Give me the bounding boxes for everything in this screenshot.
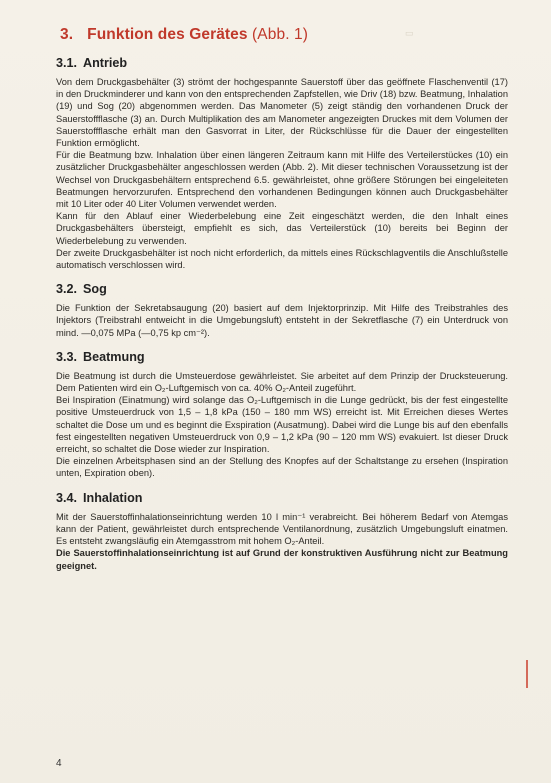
section-number: 3.2. [56,282,78,297]
chapter-number: 3. [60,26,74,43]
section-antrieb [56,56,508,271]
chapter-figure-ref: (Abb. 1) [252,26,308,43]
section-title: Antrieb [83,56,128,70]
warning-paragraph: Die Sauerstoffinhalationseinrichtung ist auf Grund der konstruktiven Ausführung nicht zur Beatmung geeignet. [56,548,508,571]
chapter-title [60,26,508,44]
section-sog [56,282,508,339]
section-heading [56,491,508,505]
chapter-heading: Funktion des Gerätes [87,26,248,43]
section-inhalation [56,491,508,572]
page-content [56,26,508,583]
margin-pen-mark [526,660,528,688]
paragraph: Bei Inspiration (Einatmung) wird solange das O₂-Luftgemisch in die Lunge gedrückt, bis der fest eingestellte positive Umsteuerdruck von 1,5 – 1,8 kPa (150 – 180 mm WS) erreicht ist. Mit Erreichen dieses Wertes schaltet die Dose um und es beginnt die Exspiration (Ausatmung). Dabei wird die Lunge bis auf den ebenfalls fest eingestellten negativen Umsteuerdruck von 0,9 – 1,2 kPa (90 – 120 mm WS) evakuiert. Ist dieser Druck erreicht, so schaltet die Dose wieder zur Inspiration. [56,395,508,455]
section-title: Beatmung [83,349,145,364]
paragraph: Der zweite Druckgasbehälter ist noch nicht erforderlich, da mittels eines Rückschlagventils die Anschlußstelle automatisch verschlossen wird. [56,247,508,271]
section-number: 3.3. [56,349,78,364]
section-title: Sog [83,282,107,297]
section-heading [56,56,508,70]
paragraph: Die einzelnen Arbeitsphasen sind an der Stellung des Knopfes auf der Schaltstange zu ersehen (Inspiration unten, Expiration oben). [56,456,508,479]
paragraph: Die Funktion der Sekretabsaugung (20) basiert auf dem Injektorprinzip. Mit Hilfe des Treibstrahles des Injektors (Treibstrahl entweicht in die Umgebungsluft) entsteht in der Sekretflasche (7) ein Unterdruck von mind. —0,075 MPa (—0,75 kp cm⁻²). [56,303,508,338]
show-through-mark: ▭ [405,28,414,38]
section-heading [56,282,508,296]
section-number: 3.4. [56,490,78,505]
paragraph: Mit der Sauerstoffinhalationseinrichtung werden 10 l min⁻¹ verabreicht. Bei höherem Bedarf von Atemgas kann der Patient, gewährleistet durch entsprechende Ventilanordnung, zusätzlich Umgebungsluft einatmen. Es entsteht zwangsläufig ein Atemgasstrom mit hohem O₂-Anteil. [56,511,508,547]
section-number: 3.1. [56,56,78,70]
paragraph: Für die Beatmung bzw. Inhalation über einen längeren Zeitraum kann mit Hilfe des Verteilerstückes (10) ein zusätzlicher Druckgasbehälter angeschlossen werden (Abb. 2). Mit dieser technischen Voraussetzung ist der Wechsel von Druckgasbehältern entsprechend 6.5. gewährleistet, ohne größere Störungen bei eingeleiteten Beatmungen hervorzurufen. Entsprechend den vorhandenen Bedingungen können auch Druckgasbehälter mit 10 Liter oder 40 Liter Volumen verwendet werden. [56,150,508,210]
paragraph: Von dem Druckgasbehälter (3) strömt der hochgespannte Sauerstoff über das geöffnete Flaschenventil (17) in den Druckminderer und kann von den entsprechenden Zapfstellen, wie Driv (18) bzw. Beatmung, Inhalation (19) und Sog (20) abgenommen werden. Das Manometer (5) zeigt ständig den vorhandenen Druck der Sauerstoffflasche (3) an. Durch Multiplikation des am Manometer angezeigten Druckes mit dem Volumen der Sauerstoffflasche erhält man den Gasvorrat in Liter, der Rückschlüsse für die Dauer der eingestellten Funktion ermöglicht. [56,77,508,149]
section-title: Inhalation [83,490,143,505]
paragraph: Die Beatmung ist durch die Umsteuerdose gewährleistet. Sie arbeitet auf dem Prinzip der Drucksteuerung. Dem Patienten wird ein O₂-Luftgemisch von ca. 40% O₂-Anteil zugeführt. [56,370,508,394]
page-number: 4 [56,758,62,769]
section-heading [56,350,508,364]
paragraph: Kann für den Ablauf einer Wiederbelebung eine Zeit eingeschätzt werden, die den Inhalt eines Druckgasbehälters übersteigt, empfiehlt es sich, das Verteilerstück (10) bereits bei Beginn der Wiederbelebung zu verwenden. [56,211,508,246]
section-beatmung [56,350,508,480]
